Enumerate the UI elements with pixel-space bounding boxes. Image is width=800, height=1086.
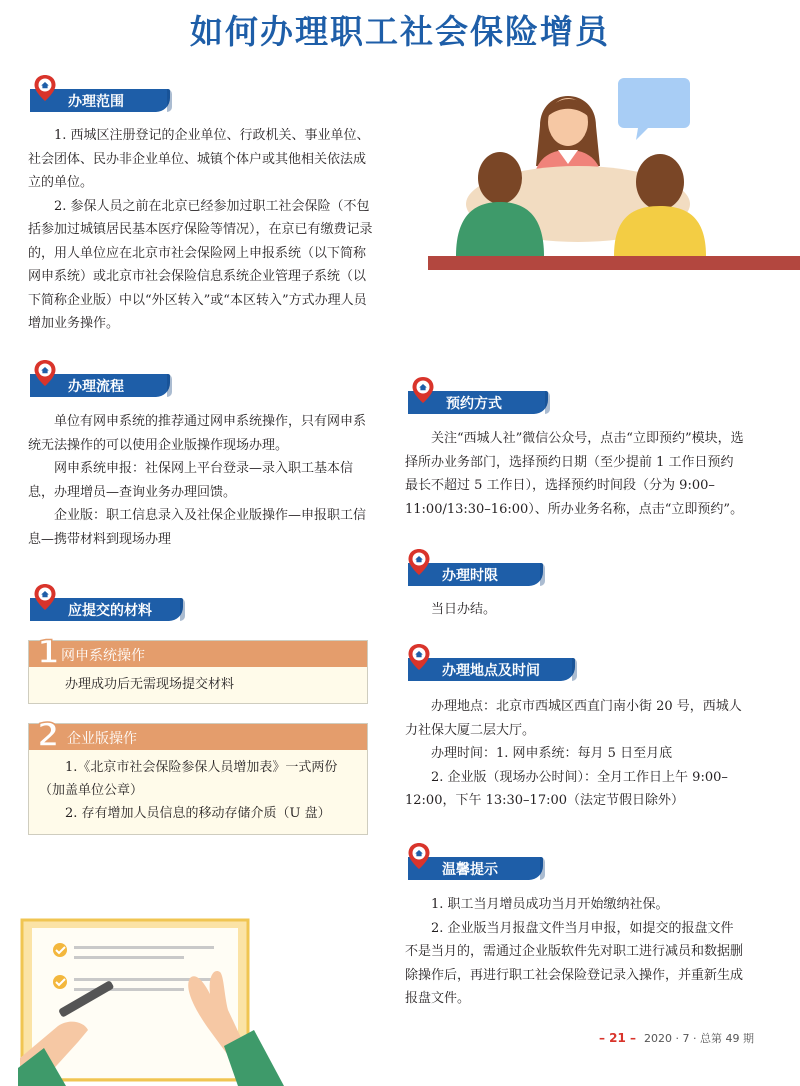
location-pin-icon bbox=[407, 548, 431, 576]
materials-box-online bbox=[28, 633, 368, 704]
location-pin-icon bbox=[407, 842, 431, 870]
section-title: 应提交的材料 bbox=[68, 603, 152, 619]
paragraph: 企业版：职工信息录入及社保企业版操作—申报职工信息—携带材料到现场办理 bbox=[28, 508, 367, 547]
scope-text bbox=[28, 124, 373, 336]
list-item: 2. 存有增加人员信息的移动存储介质（U 盘） bbox=[65, 806, 331, 821]
box-title: 企业版操作 bbox=[67, 731, 137, 747]
box-header bbox=[29, 716, 367, 754]
time-limit-text bbox=[405, 598, 745, 622]
section-title: 办理地点及时间 bbox=[442, 663, 540, 679]
box-number: 2 bbox=[37, 716, 60, 754]
issue-info: 2020 · 7 · 总第 49 期 bbox=[644, 1032, 754, 1045]
tips-text bbox=[405, 893, 745, 1011]
box-title: 网申系统操作 bbox=[61, 648, 145, 664]
appointment-text bbox=[405, 427, 745, 521]
paragraph: 单位有网申系统的推荐通过网申系统操作，只有网申系统无法操作的可以使用企业版操作现场办理。 bbox=[28, 414, 367, 453]
materials-box-enterprise bbox=[28, 716, 368, 835]
box-body bbox=[29, 667, 367, 702]
paragraph: 网申系统申报：社保网上平台登录—录入职工基本信息，办理增员—查询业务办理回馈。 bbox=[28, 461, 354, 500]
section-title: 办理流程 bbox=[68, 379, 124, 395]
location-pin-icon bbox=[33, 74, 57, 102]
location-pin-icon bbox=[33, 583, 57, 611]
box-header bbox=[29, 633, 367, 671]
section-title: 预约方式 bbox=[446, 396, 502, 412]
section-header-location bbox=[408, 658, 580, 681]
list-item: 1.《北京市社会保险参保人员增加表》一式两份（加盖单位公章） bbox=[39, 760, 338, 798]
section-title: 办理范围 bbox=[68, 94, 124, 110]
process-text bbox=[28, 410, 373, 551]
paragraph: 2. 企业版当月报盘文件当月申报，如提交的报盘文件不是当月的，需通过企业版软件先对职工进行减员和数据删除操作后，再进行职工社会保险登记录入操作，并重新生成报盘文件。 bbox=[405, 920, 744, 1006]
paragraph: 1. 职工当月增员成功当月开始缴纳社保。 bbox=[431, 897, 669, 912]
page-title: 如何办理职工社会保险增员 bbox=[190, 12, 610, 51]
page-footer bbox=[599, 1030, 754, 1046]
paragraph: 当日办结。 bbox=[431, 602, 497, 617]
paragraph: 关注“西城人社”微信公众号，点击“立即预约”模块，选择所办业务部门，选择预约日期（至少提前 1 工作日预约最长不超过 5 工作日），选择预约时间段（分为 9:00–11:00/13:30–16:00）、所办业务名称，点击“立即预约”。 bbox=[405, 431, 744, 517]
paragraph: 办理地点：北京市西城区西直门南小街 20 号，西城人力社保大厦二层大厅。 bbox=[405, 699, 742, 738]
page-number: – 21 – bbox=[598, 1031, 637, 1045]
location-text bbox=[405, 695, 745, 813]
location-pin-icon bbox=[407, 643, 431, 671]
paragraph: 2. 企业版（现场办公时间）：全月工作日上午 9:00–12:00，下午 13:30–17:00（法定节假日除外） bbox=[405, 769, 728, 808]
document-signing-illustration bbox=[18, 918, 288, 1086]
section-title: 温馨提示 bbox=[442, 862, 498, 878]
box-body bbox=[29, 750, 367, 831]
paragraph: 办理时间：1. 网申系统：每月 5 日至月底 bbox=[431, 746, 673, 761]
meeting-illustration bbox=[428, 66, 800, 272]
location-pin-icon bbox=[411, 376, 435, 404]
list-item: 办理成功后无需现场提交材料 bbox=[65, 677, 235, 692]
box-number: 1 bbox=[37, 633, 60, 671]
location-pin-icon bbox=[33, 359, 57, 387]
paragraph: 1. 西城区注册登记的企业单位、行政机关、事业单位、社会团体、民办非企业单位、城镇个体户或其他相关依法成立的单位。 bbox=[28, 128, 370, 190]
paragraph: 2. 参保人员之前在北京已经参加过职工社会保险（不包括参加过城镇居民基本医疗保险等情况），在京已有缴费记录的，用人单位应在北京市社会保险网上申报系统（以下简称网申系统）或北京市社会保险信息系统企业管理子系统（以下简称企业版）中以“外区转入”或“本区转入”方式办理人员增加业务操作。 bbox=[28, 198, 373, 331]
section-title: 办理时限 bbox=[442, 568, 498, 584]
